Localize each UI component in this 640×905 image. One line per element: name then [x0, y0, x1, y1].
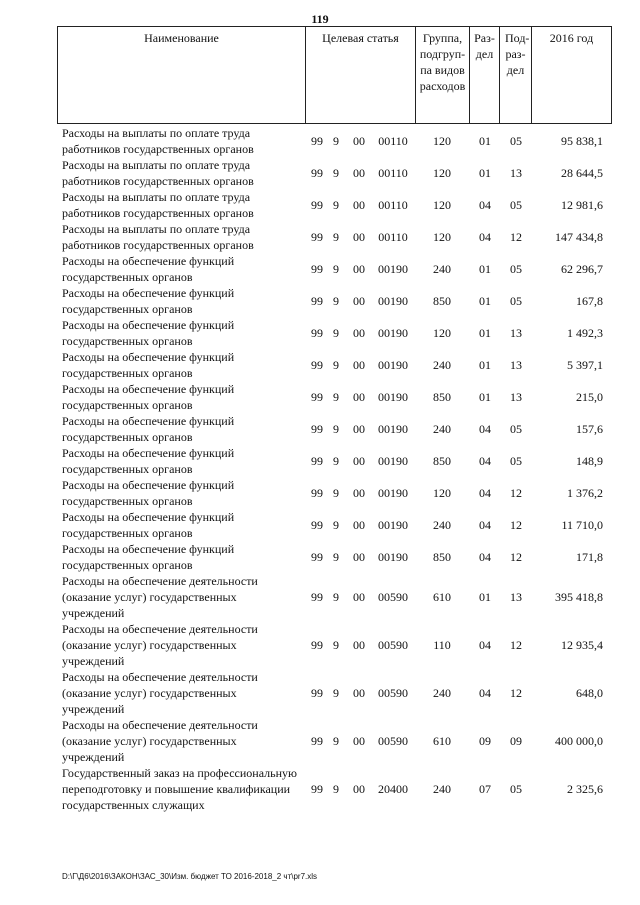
- row-amount: 148,9: [576, 454, 603, 468]
- row-subsection: 05: [510, 262, 522, 276]
- table-row: [57, 717, 612, 765]
- row-code-part-3: 00: [353, 198, 365, 212]
- header-subsection: Под-раз-дел: [500, 27, 532, 123]
- row-name: Расходы на обеспечение функций государственных органов: [62, 414, 235, 444]
- row-code-part-3: 00: [353, 734, 365, 748]
- row-section: 01: [479, 326, 491, 340]
- row-subsection: 12: [510, 518, 522, 532]
- row-code-part-1: 99: [311, 198, 323, 212]
- row-code-part-3: 00: [353, 550, 365, 564]
- row-amount: 157,6: [576, 422, 603, 436]
- row-expense-group: 240: [433, 358, 451, 372]
- row-subsection: 13: [510, 326, 522, 340]
- row-code-part-2: 9: [333, 166, 339, 180]
- row-code-part-2: 9: [333, 294, 339, 308]
- table-row: [57, 125, 612, 157]
- row-code-part-3: 00: [353, 422, 365, 436]
- row-code-part-4: 00190: [378, 326, 408, 340]
- row-expense-group: 120: [433, 486, 451, 500]
- row-name: Расходы на обеспечение деятельности (оказание услуг) государственных учреждений: [62, 622, 258, 668]
- table-row: [57, 573, 612, 621]
- row-amount: 62 296,7: [561, 262, 603, 276]
- row-expense-group: 610: [433, 734, 451, 748]
- row-section: 04: [479, 518, 491, 532]
- row-code-part-3: 00: [353, 166, 365, 180]
- row-code-part-2: 9: [333, 326, 339, 340]
- row-code-part-1: 99: [311, 550, 323, 564]
- row-code-part-1: 99: [311, 326, 323, 340]
- row-subsection: 12: [510, 686, 522, 700]
- row-code-part-3: 00: [353, 294, 365, 308]
- row-section: 04: [479, 638, 491, 652]
- row-code-part-3: 00: [353, 686, 365, 700]
- header-section: Раз-дел: [470, 27, 500, 123]
- row-subsection: 12: [510, 486, 522, 500]
- row-code-part-3: 00: [353, 390, 365, 404]
- row-code-part-3: 00: [353, 638, 365, 652]
- row-code-part-1: 99: [311, 390, 323, 404]
- row-expense-group: 120: [433, 134, 451, 148]
- table-row: [57, 381, 612, 413]
- row-name: Расходы на обеспечение функций государственных органов: [62, 446, 235, 476]
- table-row: [57, 541, 612, 573]
- row-name: Расходы на обеспечение функций государственных органов: [62, 286, 235, 316]
- row-code-part-3: 00: [353, 358, 365, 372]
- row-code-part-4: 00190: [378, 294, 408, 308]
- row-name: Расходы на обеспечение функций государственных органов: [62, 382, 235, 412]
- row-amount: 400 000,0: [555, 734, 603, 748]
- row-name: Расходы на обеспечение деятельности (оказание услуг) государственных учреждений: [62, 718, 258, 764]
- table-row: [57, 317, 612, 349]
- row-code-part-1: 99: [311, 486, 323, 500]
- row-code-part-1: 99: [311, 166, 323, 180]
- row-code-part-3: 00: [353, 262, 365, 276]
- row-code-part-3: 00: [353, 454, 365, 468]
- row-expense-group: 240: [433, 422, 451, 436]
- row-code-part-4: 00590: [378, 734, 408, 748]
- row-code-part-2: 9: [333, 734, 339, 748]
- row-code-part-2: 9: [333, 486, 339, 500]
- row-code-part-3: 00: [353, 590, 365, 604]
- row-expense-group: 850: [433, 454, 451, 468]
- table-row: [57, 189, 612, 221]
- row-code-part-2: 9: [333, 198, 339, 212]
- row-code-part-1: 99: [311, 454, 323, 468]
- row-subsection: 05: [510, 134, 522, 148]
- row-code-part-2: 9: [333, 782, 339, 796]
- row-code-part-2: 9: [333, 686, 339, 700]
- row-subsection: 05: [510, 294, 522, 308]
- table-row: [57, 413, 612, 445]
- row-section: 09: [479, 734, 491, 748]
- row-code-part-4: 00190: [378, 550, 408, 564]
- row-code-part-2: 9: [333, 230, 339, 244]
- row-section: 04: [479, 198, 491, 212]
- row-code-part-2: 9: [333, 518, 339, 532]
- row-name: Расходы на выплаты по оплате труда работников государственных органов: [62, 222, 254, 252]
- table-body: [57, 125, 612, 813]
- row-code-part-1: 99: [311, 230, 323, 244]
- row-code-part-3: 00: [353, 326, 365, 340]
- row-name: Государственный заказ на профессиональную переподготовку и повышение квалификации государственных служащих: [62, 766, 297, 812]
- row-code-part-4: 00110: [378, 198, 408, 212]
- row-code-part-4: 00190: [378, 358, 408, 372]
- row-code-part-4: 00590: [378, 686, 408, 700]
- row-expense-group: 240: [433, 262, 451, 276]
- row-subsection: 05: [510, 422, 522, 436]
- row-amount: 147 434,8: [555, 230, 603, 244]
- table-row: [57, 669, 612, 717]
- row-code-part-3: 00: [353, 230, 365, 244]
- row-code-part-1: 99: [311, 262, 323, 276]
- row-code-part-1: 99: [311, 358, 323, 372]
- row-subsection: 13: [510, 358, 522, 372]
- row-code-part-4: 00190: [378, 390, 408, 404]
- page-number: 119: [311, 12, 329, 26]
- row-subsection: 13: [510, 590, 522, 604]
- row-section: 01: [479, 294, 491, 308]
- row-code-part-1: 99: [311, 686, 323, 700]
- row-code-part-2: 9: [333, 262, 339, 276]
- row-amount: 11 710,0: [561, 518, 603, 532]
- row-section: 04: [479, 686, 491, 700]
- table-row: [57, 253, 612, 285]
- row-amount: 171,8: [576, 550, 603, 564]
- file-path-footer: D:\Г\Д6\2016\ЗАКОН\ЗАС_30\Изм. бюджет ТО 2016-2018_2 чт\pr7.xls: [62, 872, 318, 881]
- row-amount: 215,0: [576, 390, 603, 404]
- row-code-part-4: 00190: [378, 486, 408, 500]
- row-code-part-1: 99: [311, 590, 323, 604]
- row-expense-group: 120: [433, 326, 451, 340]
- row-code-part-4: 00590: [378, 638, 408, 652]
- row-name: Расходы на выплаты по оплате труда работников государственных органов: [62, 190, 254, 220]
- row-code-part-1: 99: [311, 734, 323, 748]
- header-target: Целевая статья: [306, 27, 416, 123]
- row-section: 04: [479, 422, 491, 436]
- row-amount: 5 397,1: [567, 358, 603, 372]
- row-expense-group: 110: [433, 638, 451, 652]
- row-expense-group: 610: [433, 590, 451, 604]
- row-code-part-2: 9: [333, 454, 339, 468]
- row-code-part-2: 9: [333, 422, 339, 436]
- row-section: 01: [479, 358, 491, 372]
- row-name: Расходы на обеспечение функций государственных органов: [62, 254, 235, 284]
- row-code-part-4: 00190: [378, 454, 408, 468]
- row-expense-group: 850: [433, 294, 451, 308]
- table-row: [57, 765, 612, 813]
- row-code-part-4: 00110: [378, 134, 408, 148]
- row-amount: 395 418,8: [555, 590, 603, 604]
- table-row: [57, 285, 612, 317]
- row-subsection: 13: [510, 390, 522, 404]
- row-section: 04: [479, 486, 491, 500]
- row-section: 04: [479, 454, 491, 468]
- row-expense-group: 850: [433, 550, 451, 564]
- row-name: Расходы на обеспечение функций государственных органов: [62, 478, 235, 508]
- row-section: 01: [479, 134, 491, 148]
- table-row: [57, 509, 612, 541]
- row-code-part-4: 00110: [378, 230, 408, 244]
- row-subsection: 09: [510, 734, 522, 748]
- table-row: [57, 621, 612, 669]
- row-section: 01: [479, 262, 491, 276]
- row-amount: 648,0: [576, 686, 603, 700]
- row-expense-group: 240: [433, 686, 451, 700]
- row-code-part-4: 00190: [378, 518, 408, 532]
- table-row: [57, 157, 612, 189]
- row-code-part-4: 00590: [378, 590, 408, 604]
- row-code-part-3: 00: [353, 782, 365, 796]
- row-code-part-2: 9: [333, 550, 339, 564]
- row-subsection: 13: [510, 166, 522, 180]
- row-expense-group: 240: [433, 518, 451, 532]
- row-amount: 28 644,5: [561, 166, 603, 180]
- row-code-part-2: 9: [333, 134, 339, 148]
- row-expense-group: 120: [433, 166, 451, 180]
- row-name: Расходы на выплаты по оплате труда работников государственных органов: [62, 126, 254, 156]
- row-name: Расходы на обеспечение функций государственных органов: [62, 510, 235, 540]
- row-code-part-1: 99: [311, 782, 323, 796]
- header-name: Наименование: [58, 27, 306, 123]
- row-code-part-1: 99: [311, 134, 323, 148]
- row-code-part-1: 99: [311, 422, 323, 436]
- row-code-part-2: 9: [333, 590, 339, 604]
- row-amount: 12 981,6: [561, 198, 603, 212]
- row-code-part-2: 9: [333, 390, 339, 404]
- row-expense-group: 120: [433, 230, 451, 244]
- row-expense-group: 850: [433, 390, 451, 404]
- table-row: [57, 349, 612, 381]
- row-expense-group: 120: [433, 198, 451, 212]
- row-subsection: 12: [510, 638, 522, 652]
- row-amount: 1 376,2: [567, 486, 603, 500]
- row-subsection: 05: [510, 454, 522, 468]
- row-amount: 167,8: [576, 294, 603, 308]
- row-amount: 2 325,6: [567, 782, 603, 796]
- row-amount: 12 935,4: [561, 638, 603, 652]
- row-subsection: 05: [510, 782, 522, 796]
- row-amount: 1 492,3: [567, 326, 603, 340]
- row-code-part-3: 00: [353, 486, 365, 500]
- row-name: Расходы на обеспечение деятельности (оказание услуг) государственных учреждений: [62, 574, 258, 620]
- row-subsection: 05: [510, 198, 522, 212]
- row-name: Расходы на обеспечение функций государственных органов: [62, 318, 235, 348]
- row-name: Расходы на обеспечение функций государственных органов: [62, 350, 235, 380]
- table-row: [57, 221, 612, 253]
- row-name: Расходы на выплаты по оплате труда работников государственных органов: [62, 158, 254, 188]
- row-code-part-1: 99: [311, 294, 323, 308]
- table-row: [57, 477, 612, 509]
- row-code-part-3: 00: [353, 518, 365, 532]
- row-code-part-4: 00190: [378, 422, 408, 436]
- row-code-part-1: 99: [311, 518, 323, 532]
- row-name: Расходы на обеспечение функций государственных органов: [62, 542, 235, 572]
- row-code-part-2: 9: [333, 638, 339, 652]
- row-section: 04: [479, 550, 491, 564]
- row-code-part-2: 9: [333, 358, 339, 372]
- row-subsection: 12: [510, 550, 522, 564]
- row-section: 07: [479, 782, 491, 796]
- table-row: [57, 445, 612, 477]
- row-code-part-3: 00: [353, 134, 365, 148]
- row-expense-group: 240: [433, 782, 451, 796]
- row-section: 01: [479, 590, 491, 604]
- row-subsection: 12: [510, 230, 522, 244]
- row-name: Расходы на обеспечение деятельности (оказание услуг) государственных учреждений: [62, 670, 258, 716]
- table-header: [57, 26, 612, 124]
- row-code-part-4: 00190: [378, 262, 408, 276]
- row-code-part-4: 20400: [378, 782, 408, 796]
- row-section: 01: [479, 390, 491, 404]
- row-section: 04: [479, 230, 491, 244]
- header-group: Группа, подгруп-па видов расходов: [416, 27, 470, 123]
- row-code-part-1: 99: [311, 638, 323, 652]
- row-section: 01: [479, 166, 491, 180]
- header-year: 2016 год: [549, 31, 594, 45]
- row-code-part-4: 00110: [378, 166, 408, 180]
- row-amount: 95 838,1: [561, 134, 603, 148]
